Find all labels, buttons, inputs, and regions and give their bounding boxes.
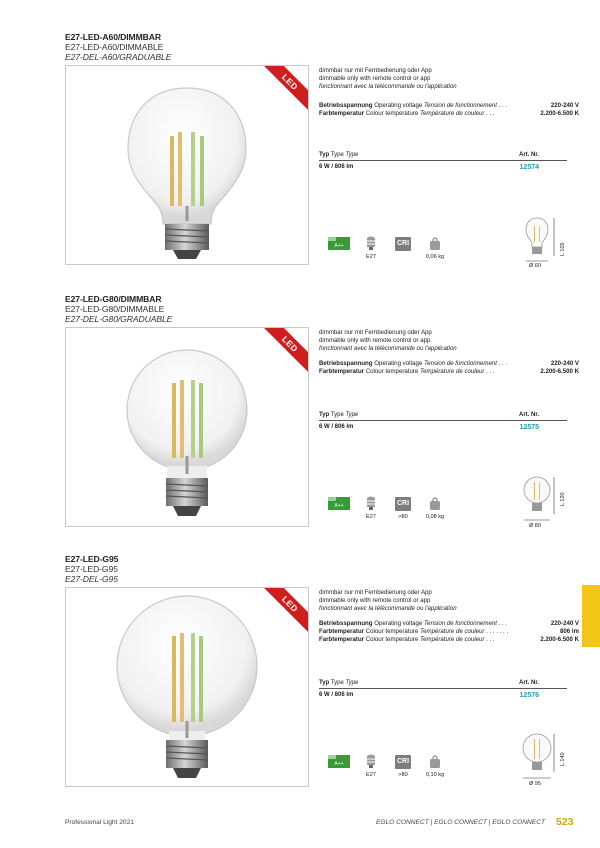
spec-color-temp-value: 2.200-6.500 K [540,110,579,118]
product-title-de: E27-LED-A60/DIMMBAR [65,32,161,42]
energy-cell [323,754,355,772]
footer-catalog-name: Professional Light 2021 [65,819,134,826]
desc-fr: fonctionnant avec la télécommande ou l'application [319,605,457,613]
type-value: 6 W / 806 lm [319,424,354,430]
cri-label: >80 [398,772,408,778]
product-title-en: E27-LED-A60/DIMMABLE [65,42,164,52]
weight-label: 0,06 kg [425,254,445,260]
cri-label: >80 [398,514,408,520]
type-table-header: Typ Type Type Art. Nr. [319,412,567,421]
energy-label-icon [328,237,350,250]
bulb-a60-image [66,66,308,264]
spec-color-temp: Farbtemperatur Colour temperature Température de couleur . . . 2.200-6.500 K [319,636,579,644]
base-cell [355,496,387,520]
dimension-width: Ø 80 [529,523,541,529]
spec-list [319,102,579,118]
energy-cell [323,236,355,254]
product-photo [65,65,309,265]
product-description [319,589,579,614]
weight-icon [429,237,441,250]
desc-fr: fonctionnant avec la télécommande ou l'application [319,345,457,353]
desc-de: dimmbar nur mit Fernbedienung oder App [319,67,432,74]
e27-base-icon [365,496,377,511]
weight-cell [419,236,451,260]
section-tab-marker [582,585,600,647]
cri-cell [387,496,419,520]
spec-luminous: Farbtemperatur Colour temperature Température de couleur . . . . . . . 806 lm [319,628,579,636]
product-title-block [65,554,118,584]
type-table [319,152,567,171]
e27-base-icon [365,754,377,769]
dimension-drawing [517,216,561,270]
table-row [319,421,567,431]
product-photo [65,587,309,787]
product-title-de: E27-LED-G80/DIMMBAR [65,294,162,304]
product-section-3 [65,554,585,804]
type-table [319,412,567,431]
weight-label: 0,10 kg [425,772,445,778]
type-table [319,680,567,699]
article-number[interactable]: 12574 [519,164,539,171]
dimension-drawing [517,474,561,528]
desc-en: dimmable only with remote control or app [319,597,431,605]
weight-cell [419,754,451,778]
type-value: 6 W / 806 lm [319,164,354,170]
weight-label: 0,08 kg [425,514,445,520]
desc-en: dimmable only with remote control or app [319,337,431,345]
desc-de: dimmbar nur mit Fernbedienung oder App [319,329,432,336]
energy-cell [323,496,355,514]
spec-list [319,360,579,376]
desc-en: dimmable only with remote control or app [319,75,431,83]
cri-cell [387,236,419,254]
feature-icons [323,496,451,520]
product-title-en: E27-LED-G95 [65,564,118,574]
product-title-de: E27-LED-G95 [65,554,119,564]
article-number[interactable]: 12575 [519,424,539,431]
cri-icon: CRI [395,497,411,511]
e27-base-icon [365,236,377,251]
cri-cell [387,754,419,778]
page-number: 523 [556,816,574,828]
desc-fr: fonctionnant avec la télécommande ou l'application [319,83,457,91]
weight-icon [429,497,441,510]
desc-de: dimmbar nur mit Fernbedienung oder App [319,589,432,596]
led-badge: LED [257,587,309,637]
product-section-1 [65,32,585,282]
dimension-width: Ø 60 [529,263,541,269]
product-description [319,329,579,354]
type-value: 6 W / 806 lm [319,692,354,698]
led-badge: LED [257,327,309,377]
spec-voltage-value: 220-240 V [550,360,579,367]
bulb-g95-image [66,588,308,786]
spec-voltage-value: 220-240 V [550,102,579,109]
spec-voltage: Betriebsspannung Operating voltage Tension de fonctionnement . . . 220-240 V [319,360,579,367]
product-title-fr: E27-DEL-G95 [65,574,118,584]
spec-list [319,620,579,645]
footer-brand: EGLO CONNECT | EGLO CONNECT | EGLO CONNECT [375,819,545,826]
table-row [319,689,567,699]
product-photo [65,327,309,527]
base-label: E27 [366,254,376,260]
article-number[interactable]: 12576 [519,692,539,699]
base-cell [355,754,387,778]
table-row [319,161,567,171]
energy-class: A++ [334,503,344,509]
dimension-drawing [517,732,561,786]
cri-icon: CRI [395,755,411,769]
product-section-2 [65,294,585,544]
spec-color-temp-value: 2.200-6.500 K [540,368,579,376]
feature-icons [323,754,451,778]
bulb-g80-image [66,328,308,526]
energy-class: A++ [334,243,344,249]
product-title-block [65,294,172,324]
dimension-width: Ø 95 [529,781,541,787]
led-badge: LED [257,65,309,115]
product-title-fr: E27-DEL-A60/GRADUABLE [65,52,172,62]
base-label: E27 [366,772,376,778]
spec-voltage-value: 220-240 V [550,620,579,627]
energy-label-icon [328,497,350,510]
base-cell [355,236,387,260]
product-description [319,67,579,92]
dimension-height: L 120 [560,492,566,506]
type-table-header: Typ Type Type Art. Nr. [319,152,567,161]
spec-color-temp: Farbtemperatur Colour temperature Température de couleur . . . 2.200-6.500 K [319,368,579,376]
product-title-block [65,32,171,62]
energy-label-icon [328,755,350,768]
spec-luminous-value: 806 lm [560,628,579,636]
product-title-en: E27-LED-G80/DIMMABLE [65,304,165,314]
dimension-height: L 140 [560,752,566,766]
dimension-height: L 105 [560,242,566,256]
base-label: E27 [366,514,376,520]
spec-voltage: Betriebsspannung Operating voltage Tension de fonctionnement . . . 220-240 V [319,620,579,627]
energy-class: A++ [334,761,344,767]
feature-icons [323,236,451,260]
spec-color-temp-value: 2.200-6.500 K [540,636,579,644]
weight-icon [429,755,441,768]
spec-color-temp: Farbtemperatur Colour temperature Température de couleur . . . 2.200-6.500 K [319,110,579,118]
type-table-header: Typ Type Type Art. Nr. [319,680,567,689]
product-title-fr: E27-DEL-G80/GRADUABLE [65,314,173,324]
cri-icon: CRI [395,237,411,251]
weight-cell [419,496,451,520]
spec-voltage: Betriebsspannung Operating voltage Tension de fonctionnement . . . 220-240 V [319,102,579,109]
